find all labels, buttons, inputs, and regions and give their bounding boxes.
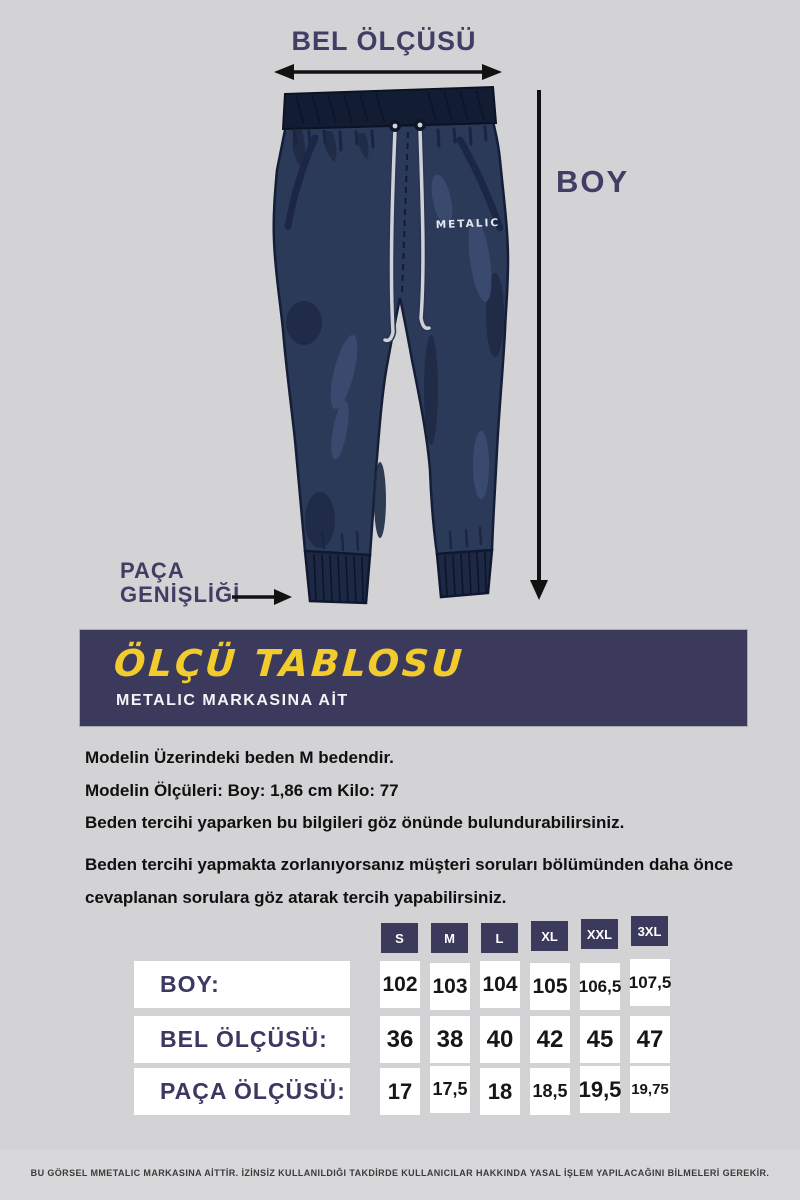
boy-value-xl: 105 — [530, 963, 570, 1010]
length-measure-label: BOY — [556, 164, 630, 199]
size-header-xxl: XXL — [581, 919, 618, 949]
banner-title: ÖLÇÜ TABLOSU — [112, 642, 467, 685]
size-header-l: L — [481, 923, 518, 953]
paca-value-s: 17 — [380, 1068, 420, 1115]
model-info-paragraph — [85, 742, 775, 840]
footer-legal-text: BU GÖRSEL MMETALIC MARKASINA AİTTİR. İZİNSİZ KULLANILDIĞI TAKDİRDE KULLANICILAR HAKKINDA YASAL İŞLEM YAPILACAĞINI BİLMELERİ GEREKİR. — [30, 1168, 770, 1178]
boy-value-l: 104 — [480, 961, 520, 1008]
left-cuff — [305, 551, 370, 603]
paca-value-xl: 18,5 — [530, 1068, 570, 1115]
row-label-boy: BOY: — [134, 961, 350, 1008]
length-arrow — [528, 86, 552, 606]
garment-brand-text: METALIC — [435, 216, 501, 232]
boy-value-3xl: 107,5 — [630, 959, 670, 1006]
hem-width-label — [120, 559, 240, 607]
paca-value-m: 17,5 — [430, 1066, 470, 1113]
bel-value-xl: 42 — [530, 1016, 570, 1063]
size-advice-line2: cevaplanan sorulara göz atarak tercih yapabilirsiniz. — [85, 887, 507, 907]
waist-measure-label: BEL ÖLÇÜSÜ — [291, 26, 477, 56]
bel-value-xxl: 45 — [580, 1016, 620, 1063]
size-header-xl: XL — [531, 921, 568, 951]
bel-value-m: 38 — [430, 1016, 470, 1063]
right-cuff — [437, 550, 492, 597]
hem-width-label-line1: PAÇA — [120, 558, 185, 583]
banner-subtitle: METALIC MARKASINA AİT — [116, 692, 349, 709]
model-info-line3: Beden tercihi yaparken bu bilgileri göz önünde bulundurabilirsiniz. — [85, 813, 625, 832]
boy-value-xxl: 106,5 — [580, 963, 620, 1010]
paca-value-3xl: 19,75 — [630, 1066, 670, 1113]
model-info-line2: Modelin Ölçüleri: Boy: 1,86 cm Kilo: 77 — [85, 780, 399, 800]
pants-illustration — [252, 80, 522, 610]
paca-value-xxl: 19,5 — [580, 1066, 620, 1113]
bel-value-s: 36 — [380, 1016, 420, 1063]
boy-value-m: 103 — [430, 963, 470, 1010]
size-advice-line1: Beden tercihi yapmakta zorlanıyorsanız müşteri soruları bölümünden daha önce — [85, 855, 734, 874]
size-chart-banner — [80, 630, 747, 726]
size-header-m: M — [431, 923, 468, 953]
row-label-bel: BEL ÖLÇÜSÜ: — [134, 1016, 350, 1063]
paca-value-l: 18 — [480, 1068, 520, 1115]
row-label-paca: PAÇA ÖLÇÜSÜ: — [134, 1068, 350, 1115]
bel-value-l: 40 — [480, 1016, 520, 1063]
size-header-3xl: 3XL — [631, 916, 668, 946]
model-info-line1: Modelin Üzerindeki beden M bedendir. — [85, 748, 394, 767]
boy-value-s: 102 — [380, 961, 420, 1008]
hem-width-label-line2: GENİŞLİĞİ — [120, 582, 241, 607]
size-header-s: S — [381, 923, 418, 953]
size-advice-paragraph — [85, 849, 775, 914]
bel-value-3xl: 47 — [630, 1016, 670, 1063]
